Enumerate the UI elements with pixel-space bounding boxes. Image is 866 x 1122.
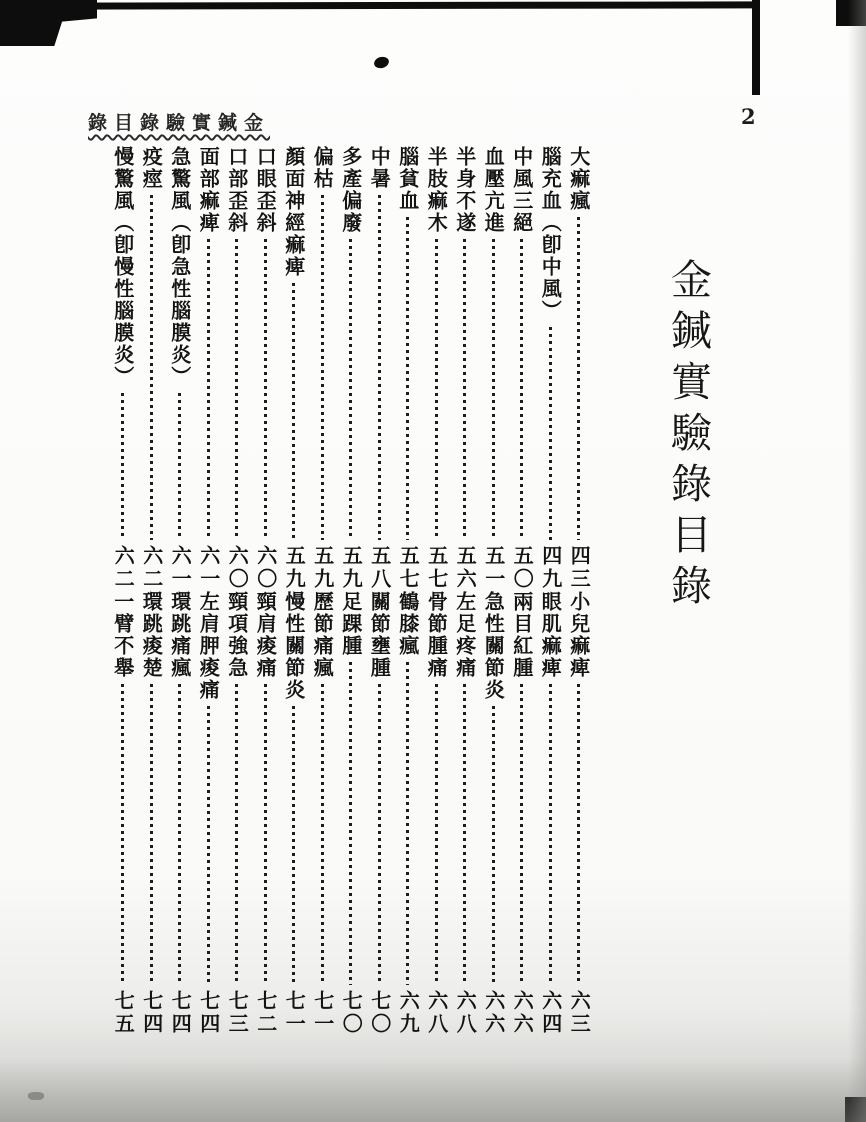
entry-page: 六六 xyxy=(510,990,535,1036)
toc-entry xyxy=(565,146,594,591)
toc-entry xyxy=(451,146,480,591)
entry-title: 關節壅腫 xyxy=(367,591,392,679)
entry-title: 腦貧血 xyxy=(395,146,420,212)
toc-entry xyxy=(166,591,195,1036)
entry-page: 七一 xyxy=(282,990,307,1036)
scan-artifact-top-left-blob xyxy=(0,0,97,46)
toc-entry xyxy=(308,591,337,1036)
entry-title: 慢驚風（卽慢性腦膜炎） xyxy=(110,146,135,388)
entry-page: 七〇 xyxy=(339,990,364,1036)
dot-leader xyxy=(520,239,523,540)
ink-dot-artifact xyxy=(373,55,390,70)
toc-column xyxy=(137,146,166,1036)
toc-entry xyxy=(280,591,309,1036)
dot-leader xyxy=(520,684,523,985)
entry-title: 半肢痲木 xyxy=(424,146,449,234)
dot-leader xyxy=(378,195,381,540)
entry-page: 七五 xyxy=(111,990,136,1036)
entry-title: 骨節腫痛 xyxy=(424,591,449,679)
dot-leader xyxy=(406,662,409,985)
entry-page: 六二 xyxy=(139,545,164,591)
entry-page: 五九 xyxy=(339,545,364,591)
toc-column xyxy=(422,146,451,1036)
entry-page: 七二 xyxy=(253,990,278,1036)
toc-column xyxy=(451,146,480,1036)
dot-leader xyxy=(321,195,324,540)
toc-entry xyxy=(337,146,366,591)
entry-title: 眼肌痲痺 xyxy=(538,591,563,679)
entry-page: 七一 xyxy=(310,990,335,1036)
toc-entry xyxy=(479,146,508,591)
toc-entry xyxy=(365,146,394,591)
toc-column xyxy=(280,146,309,1036)
entry-page: 六一 xyxy=(168,545,193,591)
toc-entry xyxy=(536,146,565,591)
toc-entry xyxy=(137,146,166,591)
entry-title: 足踝腫 xyxy=(338,591,363,657)
toc-entry xyxy=(223,146,252,591)
toc-column xyxy=(565,146,594,1036)
toc-column xyxy=(337,146,366,1036)
toc-entry xyxy=(109,591,138,1036)
dot-leader xyxy=(264,684,267,985)
toc-column xyxy=(308,146,337,1036)
entry-page: 七三 xyxy=(225,990,250,1036)
entry-title: 急驚風（卽急性腦膜炎） xyxy=(167,146,192,388)
entry-title: 慢性關節炎 xyxy=(281,591,306,701)
entry-page: 六九 xyxy=(396,990,421,1036)
entry-title: 環跳痛瘋 xyxy=(167,591,192,679)
dot-leader xyxy=(492,239,495,540)
toc-column xyxy=(251,146,280,1036)
dot-leader xyxy=(463,239,466,540)
entry-page: 五九 xyxy=(282,545,307,591)
entry-title: 頸肩痠痛 xyxy=(253,591,278,679)
entry-page: 六一 xyxy=(196,545,221,591)
toc-entry xyxy=(508,146,537,591)
toc-entry xyxy=(109,146,138,591)
scan-shadow-right xyxy=(848,0,866,1122)
entry-title: 口部歪斜 xyxy=(224,146,249,234)
dot-leader xyxy=(235,239,238,540)
toc-entry xyxy=(223,591,252,1036)
entry-title: 腦充血（卽中風） xyxy=(538,146,563,322)
entry-title: 一臂不舉 xyxy=(110,591,135,679)
entry-page: 六二 xyxy=(111,545,136,591)
toc-entry xyxy=(137,591,166,1036)
entry-title: 環跳痠楚 xyxy=(139,591,164,679)
toc-column xyxy=(394,146,423,1036)
entry-page: 六〇 xyxy=(253,545,278,591)
toc-column xyxy=(109,146,138,1036)
toc-column xyxy=(166,146,195,1036)
entry-title: 口眼歪斜 xyxy=(253,146,278,234)
dot-leader xyxy=(492,706,495,985)
entry-title: 面部痲痺 xyxy=(196,146,221,234)
toc-columns xyxy=(107,146,593,1036)
entry-title: 半身不遂 xyxy=(452,146,477,234)
toc-entry xyxy=(365,591,394,1036)
toc-entry xyxy=(194,591,223,1036)
dot-leader xyxy=(435,239,438,540)
toc-entry xyxy=(166,146,195,591)
page-number: 2 xyxy=(741,104,756,129)
dot-leader xyxy=(150,195,153,540)
toc-column xyxy=(223,146,252,1036)
entry-title: 左肩胛痠痛 xyxy=(196,591,221,701)
dot-leader xyxy=(292,283,295,540)
entry-page: 六三 xyxy=(567,990,592,1036)
entry-page: 七四 xyxy=(168,990,193,1036)
entry-page: 五〇 xyxy=(510,545,535,591)
toc-entry xyxy=(565,591,594,1036)
dot-leader xyxy=(207,706,210,985)
toc-entry xyxy=(280,146,309,591)
toc-entry xyxy=(536,591,565,1036)
entry-title: 大痲瘋 xyxy=(566,146,591,212)
entry-title: 血壓亢進 xyxy=(481,146,506,234)
dot-leader xyxy=(406,217,409,540)
entry-page: 七四 xyxy=(196,990,221,1036)
entry-title: 鶴膝瘋 xyxy=(395,591,420,657)
entry-title: 頸項強急 xyxy=(224,591,249,679)
scan-shadow-bottom xyxy=(0,1058,866,1122)
toc-entry xyxy=(422,591,451,1036)
entry-title: 疫痙 xyxy=(139,146,164,190)
toc-entry xyxy=(508,591,537,1036)
entry-page: 六〇 xyxy=(225,545,250,591)
entry-title: 兩目紅腫 xyxy=(509,591,534,679)
entry-title: 中暑 xyxy=(367,146,392,190)
running-header: 錄目錄驗實鍼金 xyxy=(88,112,271,134)
dot-leader xyxy=(435,684,438,985)
entry-page: 五八 xyxy=(367,545,392,591)
dot-leader xyxy=(235,684,238,985)
page-title: 金鍼實驗錄目錄 xyxy=(664,258,712,615)
dot-leader xyxy=(178,684,181,985)
toc-column xyxy=(508,146,537,1036)
entry-page: 五九 xyxy=(310,545,335,591)
toc-entry xyxy=(479,591,508,1036)
toc-column xyxy=(479,146,508,1036)
toc-entry xyxy=(194,146,223,591)
entry-title: 中風三絕 xyxy=(509,146,534,234)
entry-page: 六八 xyxy=(453,990,478,1036)
entry-title: 急性關節炎 xyxy=(481,591,506,701)
entry-title: 偏枯 xyxy=(310,146,335,190)
toc-column xyxy=(536,146,565,1036)
dot-leader xyxy=(207,239,210,540)
toc-entry xyxy=(251,146,280,591)
dot-leader xyxy=(349,239,352,540)
entry-page: 六四 xyxy=(538,990,563,1036)
entry-title: 歷節痛瘋 xyxy=(310,591,335,679)
dot-leader xyxy=(549,327,552,540)
toc-entry xyxy=(251,591,280,1036)
scan-artifact-top-right-line xyxy=(752,0,760,95)
dot-leader xyxy=(178,393,181,540)
dot-leader xyxy=(378,684,381,985)
entry-title: 小兒痲痺 xyxy=(566,591,591,679)
entry-title: 顏面神經痲痺 xyxy=(281,146,306,278)
entry-page: 四九 xyxy=(538,545,563,591)
entry-title: 多產偏廢 xyxy=(338,146,363,234)
dot-leader xyxy=(292,706,295,985)
dot-leader xyxy=(150,684,153,985)
toc-entry xyxy=(422,146,451,591)
dot-leader xyxy=(349,662,352,985)
entry-page: 七〇 xyxy=(367,990,392,1036)
dot-leader xyxy=(321,684,324,985)
toc-column xyxy=(365,146,394,1036)
dot-leader xyxy=(577,684,580,985)
entry-page: 五七 xyxy=(396,545,421,591)
entry-page: 五六 xyxy=(453,545,478,591)
dot-leader xyxy=(463,684,466,985)
entry-page: 四三 xyxy=(567,545,592,591)
entry-page: 五七 xyxy=(424,545,449,591)
dot-leader xyxy=(264,239,267,540)
toc-entry xyxy=(394,591,423,1036)
toc-column xyxy=(194,146,223,1036)
toc-entry xyxy=(337,591,366,1036)
toc-entry xyxy=(394,146,423,591)
entry-page: 七四 xyxy=(139,990,164,1036)
toc-entry xyxy=(308,146,337,591)
entry-page: 六六 xyxy=(481,990,506,1036)
entry-page: 六八 xyxy=(424,990,449,1036)
dot-leader xyxy=(549,684,552,985)
dot-leader xyxy=(577,217,580,540)
dot-leader xyxy=(121,393,124,540)
dot-leader xyxy=(121,684,124,985)
toc-entry xyxy=(451,591,480,1036)
entry-page: 五一 xyxy=(481,545,506,591)
entry-title: 左足疼痛 xyxy=(452,591,477,679)
scan-artifact-top-line xyxy=(30,1,756,9)
